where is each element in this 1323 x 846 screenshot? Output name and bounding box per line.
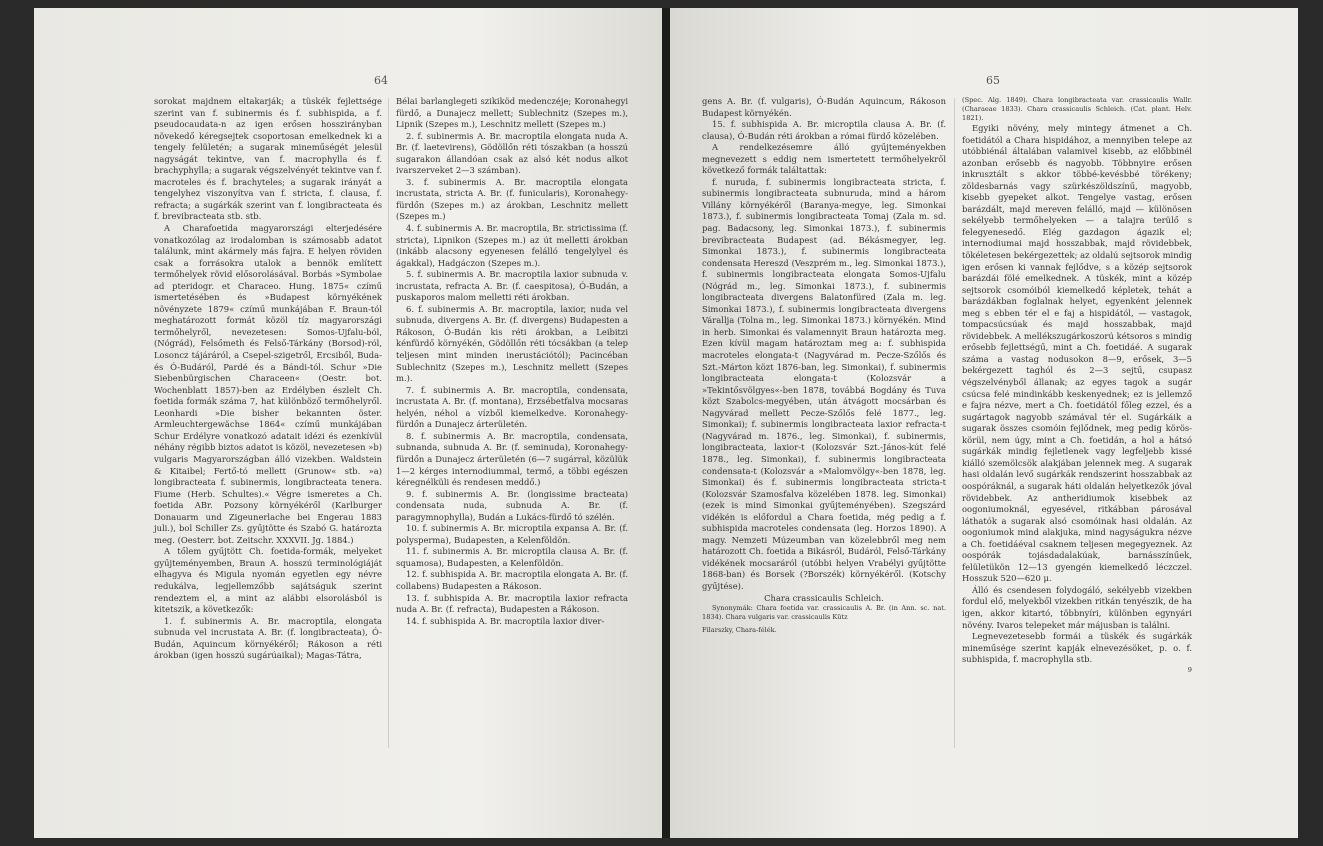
- signature-mark: 9: [1187, 665, 1192, 674]
- paragraph: Egyiki növény, mely mintegy átmenet a Ch. foetidától a Chara hispidához, a mennyiben telepe az utóbbiénál általában valamivel kisebb, az előbbinél azonban erősebb és nagyobb. Többnyire erősen inkrusztált s akkor többé-kevésbbé törékeny; zöldesbarnás vagy szürkészöldszínű, magyobb, kisebb gyepeket alkot. Tengelye vastag, erősen barázdált, majd mereven felálló, majd — különösen sekélyebb termőhelyeken — a talajra terülő s felegyenesedő. Elég gazdagon ágazik el; internodiumai majd hosszabbak, majd rövidebbek, tökéletesen bekérgezettek; az oldalú sejtsorok mindig igen erősen ki vannak fejlődve, s a közép sejtsorok barázdái fölé emelkednek. A tüskék, mint a közép sejtsorok csomóiból kiemelkedő képletek, tehát a barázdákban foglalnak helyet, egyenként jelennek meg s ebben tér el e faj a hispidától, — vastagok, tompacsúcsúak és majd hosszabbak, majd rövidebbek. A mellékszugárkoszorú kétsoros s mindig erősebb fejlettségű, mint a Ch. foetidáé. A sugarak száma a vastag nodusokon 8—9, erősek, 3—5 bekérgezett taghól és 2—3 sejtű, csupasz végszelvényből állanak; az egyes tagok a sugár csúcsa felé mindinkább keskenyednek; ez is jellemző e fajra nézve, mert a Ch. foetidától főleg ezzel, és a sugártagok nagyobb számával tér el. Sugárkáik a sugarak összes csomóin fejlődnek, meg pedig körös-körül, nem úgy, mint a Ch. foetidán, a hol a hátsó sugárkák mindig fejletlenek vagy legfeljebb kissé kiálló szemölcsök alakjában jelennek meg. A sugarak hasi oldalán levő sugárkák rendszerint hosszabbak az oospóráknál, a sugarak háti oldalán helyetkezők jóval rövidebbek. Az antheridiumok kisebbek az oogoniumoknál, egyesével, ritkábban párosával láthatók a sugarak alsó csomóinak hasi oldalán. Az oogoniumok mind alakjuka, mind nagyságukra nézve a Ch. foetidáéval csaknem teljesen megegyeznek. Az oospórák tojásdadalakúak, barnásszínűek, felületükön 12—13 gyengén kiemelkedő léczczel. Hosszuk 520—620 μ.: [962, 123, 1192, 584]
- right-page: [670, 8, 1298, 838]
- list-item: 10. f. subinermis A. Br. microptila expansa A. Br. (f. polysperma), Budapesten, a Kelenföldön.: [396, 523, 628, 545]
- left-page-column-1: [154, 96, 382, 662]
- column-divider: [388, 98, 389, 748]
- list-item: 9. f. subinermis A. Br. (longissime bracteata) condensata nuda, subnuda A. Br. (f. paragymnophylla), Budán a Lukács-fürdő tó szélén.: [396, 488, 628, 522]
- synonyms-continued: (Spec. Alg. 1849). Chara longibracteata var. crassicaulis Wallr. (Charaeae 1833). Chara crassicaulis Schleich. (Cat. plant. Helv. 1821).: [962, 96, 1192, 122]
- paragraph: f. nuruda, f. subinermis longibracteata stricta, f. subinermis longibracteata subnuruda, mind a három Villány környékéről (Baranya-megye, leg. Simonkai 1873.), f. subinermis longibracteata Tomaj (Zala m. sd. pag. Badacsony, leg. Simonkai 1873.), f. subinermis brevibracteata Budapest (ad. Békásmegyer, leg. Simonkai 1873.), f. subinermis longibracteata condensata Hereszd (Veszprém m., leg. Simonkai 1873.), f. subinermis longibracteata elongata Somos-Ujfalu (Nógrád m., leg. Simonkai 1873.), f. subinermis longibracteata divergens Balatonfüred (Zala m. leg. Simonkai 1873.), f. subinermis longibracteata divergens Várallja (Tolna m., leg. Simonkai 1873.) környékén. Mind in herb. Simonkai és valamennyit Braun határozta meg. Ezen kívül magam határoztam meg a: f. subhispida macroteles elongata-t (Nagyvárad m. Pecze-Szőlős és Szt.-Márton közt 1876-ban, leg. Simonkai), f. subinermis longibracteata elongata-t (Kolozsvár a »Tekintősvölgyes«-ben 1878, továbbá Bogdány és Tuva közt Szabolcs-megyében, után átvágott mocsárban és Nagyvárad mellett Pecze-Szőlős felé 1877., leg. Simonkai); f. subinermis longibracteata laxior refracta-t (Nagyvárad m. 1876., leg. Simonkai), f. subinermis, longibracteata, laxior-t (Kolozsvár Szt.-János-kút felé 1878., leg. Simonkai), f. subinermis longibracteata condensata-t (Kolozsvár a »Malomvölgy«-ben 1878, leg. Simonkai) és f. subinermis longibracteata stricta-t (Kolozsvár Szamosfalva közelében 1878. leg. Simonkai) (ezek is mind Simonkai gyűjteményében). Szegszárd vidékén is előfordul a Chara foetida, még pedig a f. subhispida macroteles condensata (leg. Horzos 1890). A magy. Nemzeti Múzeumban van közelebbről meg nem határozott Ch. foetida a Bikásról, Budáról, Felső-Tárkány vidékének mocsaráról (utóbbi helyen Vrabélyi gyűjtötte 1868-ban) és Borsek (?Borszék) környékéről. (Kotschy gyűjtése).: [702, 176, 946, 591]
- page-number-left: 64: [374, 74, 388, 87]
- paragraph: A tőlem gyűjtött Ch. foetida-formák, melyeket gyűjteményemben, Braun A. hosszú terminológiáját elhagyva és Migula nyomán egyetlen egy névre redukálva, legjellemzőbb sajátságuk szerint rendeztem el, a mint az alábbi elsorolásból is kitetszik, a következők:: [154, 546, 382, 615]
- list-item: 12. f. subhispida A. Br. macroptila elongata A. Br. (f. collabens) Budapesten a Rákoson.: [396, 569, 628, 591]
- right-page-column-2: [962, 96, 1192, 675]
- paragraph: sorokat majdnem eltakarják; a tüskék fejlettsége szerint van f. subinermis és f. subhispida, a f. pseudocaudata-n az igen erősen hosszirányban növekedő kéregsejtek csoportosan emelkednek ki a tengely felületén; a sugarak mineműségét jelesül nagyságát tekintve, van f. macrophylla és f. brachyphylla; a sugarak végszelvényét tekintve van f. macroteles és f. brachyteles; a sugarak irányát a tengelyhez viszonyítva van f. stricta, f. clausa, f. refracta; a sugárkák szerint van f. longibracteata és f. brevibracteata stb. stb.: [154, 96, 382, 222]
- list-item: 3. f. subinermis A. Br. macroptila elongata incrustata, stricta A. Br. (f. funicularis), Koronahegy-fürdőn (Szepes m.) az árokban, Leschnitz mellett (Szepes m.): [396, 176, 628, 222]
- list-item: 13. f. subhispida A. Br. macroptila laxior refracta nuda A. Br. (f. refracta), Budapesten a Rákoson.: [396, 592, 628, 615]
- synonyms-note: Synonymák: Chara foetida var. crassicaulis A. Br. (in Ann. sc. nat. 1834). Chara vulgaris var. crassicaulis Kütz: [702, 604, 946, 622]
- section-heading: Chara crassicaulis Schleich.: [764, 592, 884, 603]
- paragraph: gens A. Br. (f. vulgaris), Ó-Budán Aquincum, Rákoson Budapest környékén.: [702, 96, 946, 118]
- column-divider: [954, 98, 955, 748]
- list-item: 11. f. subinermis A. Br. microptila clausa A. Br. (f. squamosa), Budapesten, a Kelenföldön.: [396, 546, 628, 568]
- paragraph: 1. f. subinermis A. Br. macroptila, elongata subnuda vel incrustata A. Br. (f. longibracteata), Ó-Budán, Aquincum környékéről; Rákoson a réti árokban (igen hosszú sugárúaikal); Magas-Tátra,: [154, 615, 382, 661]
- paragraph: Bélai barlanglegeti szikiköd medenczéje; Koronahegyi fürdő, a Dunajecz mellett; Sublechnitz (Szepes m.), Lipnik (Szepes m.), Leschnitz mellett (Szepes m.): [396, 96, 628, 130]
- list-item: 7. f. subinermis A. Br. macroptila, condensata, incrustata A. Br. (f. montana), Erzsébetfalva mocsaras helyén, néhol a vízből kiemelkedve. Koronahegy-fürdőn a Dunajecz árterületén.: [396, 384, 628, 430]
- book-spread: [34, 8, 1298, 838]
- paragraph: A Charafoetida magyarországi elterjedésére vonatkozólag az irodalomban is számosabb adatot találunk, mint akármely más fajra. E helyen röviden csak a forrásokra utalok a bennök említett termőhelyek rövid elősorolásával. Borbás »Symbolae ad pteridogr. et Characeo. Hung. 1875« czímű ismertetésében és »Budapest környékének növényzete 1879« czímű munkájában F. Braun-tól meghatározott formát közöl tíz magyarországi termőhelyről, nevezetesen: Somos-Ujfalu-ból, (Nógrád), Felsőmeth és Felső-Tárkány (Borsod)-ról, Losoncz tájáráról, a Csepel-szigetről, Ercsiből, Buda- és Ó-Budáról, Pardé és a Bándi-tól. Schur »Die Siebenbürgischen Characeen« (Oestr. bot. Wochenblatt 1857)-ben az Erdélyben észlelt Ch. foetida formák száma 7, hat különböző termőhelyről. Leonhardi »Die bisher bekannten öster. Armleuchtergewächse 1864« czímű munkájában Schur Erdélyre vonatkozó adatait idézi és ezenkívül néhány régibb biztos adatot is közöl, nevezetesen »b) vulgaris Magyarországban álló vizekben. Waldstein & Kitaibel; Fertő-tó mellett (Grunow« stb. »a) longibracteata f. subinermis, longibracteata tenera. Fiume (Herb. Schultes).« Végre ismeretes a Ch. foetida ABr. Pozsony környékéről (Karlburger Donauarm und Zigeunerlache bei Engerau 1883 juli.), bol Schiller Zs. gyűjtötte és Szabó G. határozta meg. (Oesterr. bot. Zeitschr. XXXVII. Jg. 1884.): [154, 223, 382, 545]
- list-item: 8. f. subinermis A. Br. macroptila, condensata, subnanda, subnuda A. Br. (f. seminuda), Koronahegy-fürdőn a Dunajecz árterületén (6—7 sugárral, közülük 1—2 kérges internodiummal, termő, a többi egészen kéregnélküli és rendesen meddő.): [396, 430, 628, 488]
- list-item: 15. f. subhispida A. Br. microptila clausa A. Br. (f. clausa), Ó-Budán réti árokban a római fürdő közelében.: [702, 119, 946, 141]
- list-item: 5. f. subinermis A. Br. macroptila laxior subnuda v. incrustata, refracta A. Br. (f. caespitosa), Ó-Budán, a puskaporos malom melletti réti árokban.: [396, 269, 628, 303]
- paragraph: Álló és csendesen folydogáló, sekélyebb vizekben fordul elő, melyekből vizekben ritkán tenyészik, de ha igen, akkor kitartó, többnyíri, különben egynyári növény. Ivaros telepeket már májusban is találni.: [962, 584, 1192, 630]
- paragraph: Legnevezetesebb formái a tüskék és sugárkák mineműsége szerint kapják elnevezésöket, p. o. f. subhispida, f. macrophylla stb.: [962, 631, 1192, 665]
- page-number-right: 65: [986, 74, 1000, 87]
- right-page-column-1: [702, 96, 946, 635]
- paragraph: A rendelkezésemre álló gyűjteményekben megnevezett s eddig nem ismertetett termőhelyekről következő formák találtattak:: [702, 142, 946, 176]
- list-item: 4. f. subinermis A. Br. macroptila, Br. strictissima (f. stricta), Lipnikon (Szepes m.) az út melletti árokban (inkább alacsony egyenesen felálló tengelylyel és ágakkal), Hadgáczon (Szepes m.).: [396, 223, 628, 268]
- list-item: 14. f. subhispida A. Br. macroptila laxior diver-: [406, 615, 605, 626]
- left-page-column-2: [396, 96, 628, 627]
- page-footer-signature: Filarszky, Chara-félék.: [702, 626, 777, 635]
- list-item: 2. f. subinermis A. Br. macroptila elongata nuda A. Br. (f. laetevirens), Gödöllőn réti tószakban (a hosszú sugarakon állandóan csak az alsó két nodus alkot ivarszerveket 2—3 számban).: [396, 130, 628, 176]
- left-page: [34, 8, 662, 838]
- list-item: 6. f. subinermis A. Br. macroptila, laxior, nuda vel subnuda, divergens A. Br. (f. divergens) Budapesten a Rákoson, Ó-Budán kis réti árokban, a Leibitzi kénfürdő környékén, Gödöllőn réti tócsákban (a telep teljesen mint minden inerustációtól); Pacincéban Sublechnitz (Szepes m.), Leschnitz mellett (Szepes m.).: [396, 303, 628, 384]
